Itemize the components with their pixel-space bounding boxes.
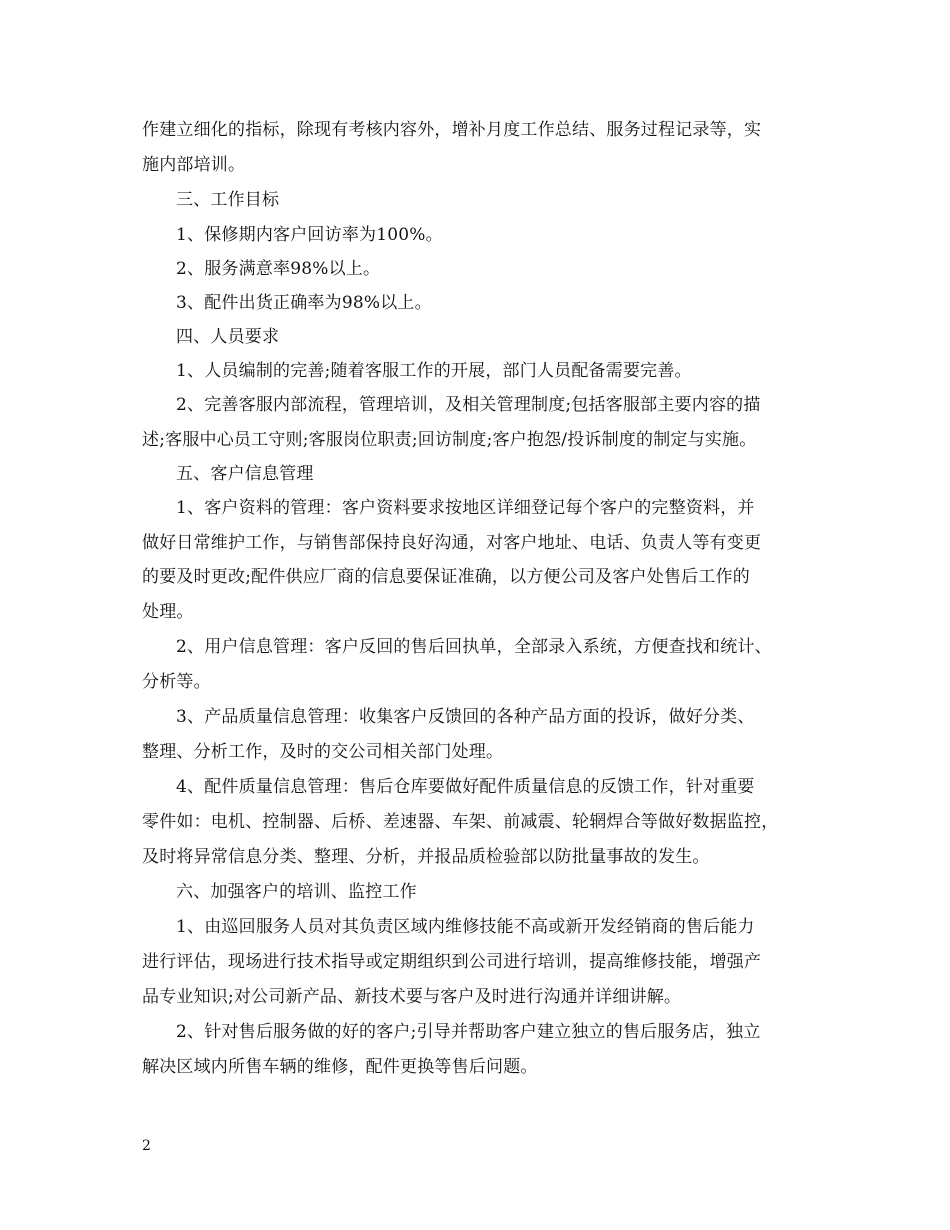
section-heading: 三、工作目标 (176, 190, 280, 210)
body-text-line: 施内部培训。 (142, 155, 246, 175)
body-text-line: 述;客服中心员工守则;客服岗位职责;回访制度;客户抱怨/投诉制度的制定与实施。 (142, 430, 757, 450)
page-number: 2 (142, 1138, 151, 1154)
body-text-line: 零件如：电机、控制器、后桥、差速器、车架、前减震、轮辋焊合等做好数据监控， (142, 812, 779, 832)
body-text-line: 作建立细化的指标，除现有考核内容外，增补月度工作总结、服务过程记录等，实 (142, 120, 762, 140)
body-text-line: 解决区域内所售车辆的维修，配件更换等售后问题。 (142, 1057, 538, 1077)
body-text-line: 3、产品质量信息管理：收集客户反馈回的各种产品方面的投诉，做好分类、 (176, 707, 755, 727)
body-text-line: 3、配件出货正确率为98%以上。 (176, 293, 432, 313)
body-text-line: 1、保修期内客户回访率为100%。 (176, 225, 443, 245)
body-text-line: 的要及时更改;配件供应厂商的信息要保证准确，以方便公司及客户处售后工作的 (142, 567, 750, 587)
body-text-line: 1、人员编制的完善;随着客服工作的开展，部门人员配备需要完善。 (176, 361, 692, 381)
body-text-line: 进行评估，现场进行技术指导或定期组织到公司进行培训，提高维修技能，增强产 (142, 952, 762, 972)
body-text-line: 1、客户资料的管理：客户资料要求按地区详细登记每个客户的完整资料，并 (176, 498, 755, 518)
section-heading: 六、加强客户的培训、监控工作 (176, 882, 417, 902)
body-text-line: 整理、分析工作，及时的交公司相关部门处理。 (142, 742, 504, 762)
body-text-line: 2、用户信息管理：客户反回的售后回执单，全部录入系统，方便查找和统计、 (176, 637, 772, 657)
body-text-line: 处理。 (142, 602, 194, 622)
section-heading: 五、客户信息管理 (176, 464, 314, 484)
body-text-line: 2、完善客服内部流程，管理培训，及相关管理制度;包括客服部主要内容的描 (176, 395, 761, 415)
body-text-line: 分析等。 (142, 672, 211, 692)
section-heading: 四、人员要求 (176, 327, 280, 347)
body-text-line: 2、服务满意率98%以上。 (176, 259, 381, 279)
body-text-line: 做好日常维护工作，与销售部保持良好沟通，对客户地址、电话、负责人等有变更 (142, 533, 762, 553)
body-text-line: 及时将异常信息分类、整理、分析，并报品质检验部以防批量事故的发生。 (142, 847, 710, 867)
body-text-line: 1、由巡回服务人员对其负责区域内维修技能不高或新开发经销商的售后能力 (176, 917, 755, 937)
body-text-line: 4、配件质量信息管理：售后仓库要做好配件质量信息的反馈工作，针对重要 (176, 777, 755, 797)
body-text-line: 2、针对售后服务做的好的客户;引导并帮助客户建立独立的售后服务店，独立 (176, 1022, 761, 1042)
body-text-line: 品专业知识;对公司新产品、新技术要与客户及时进行沟通并详细讲解。 (142, 987, 682, 1007)
